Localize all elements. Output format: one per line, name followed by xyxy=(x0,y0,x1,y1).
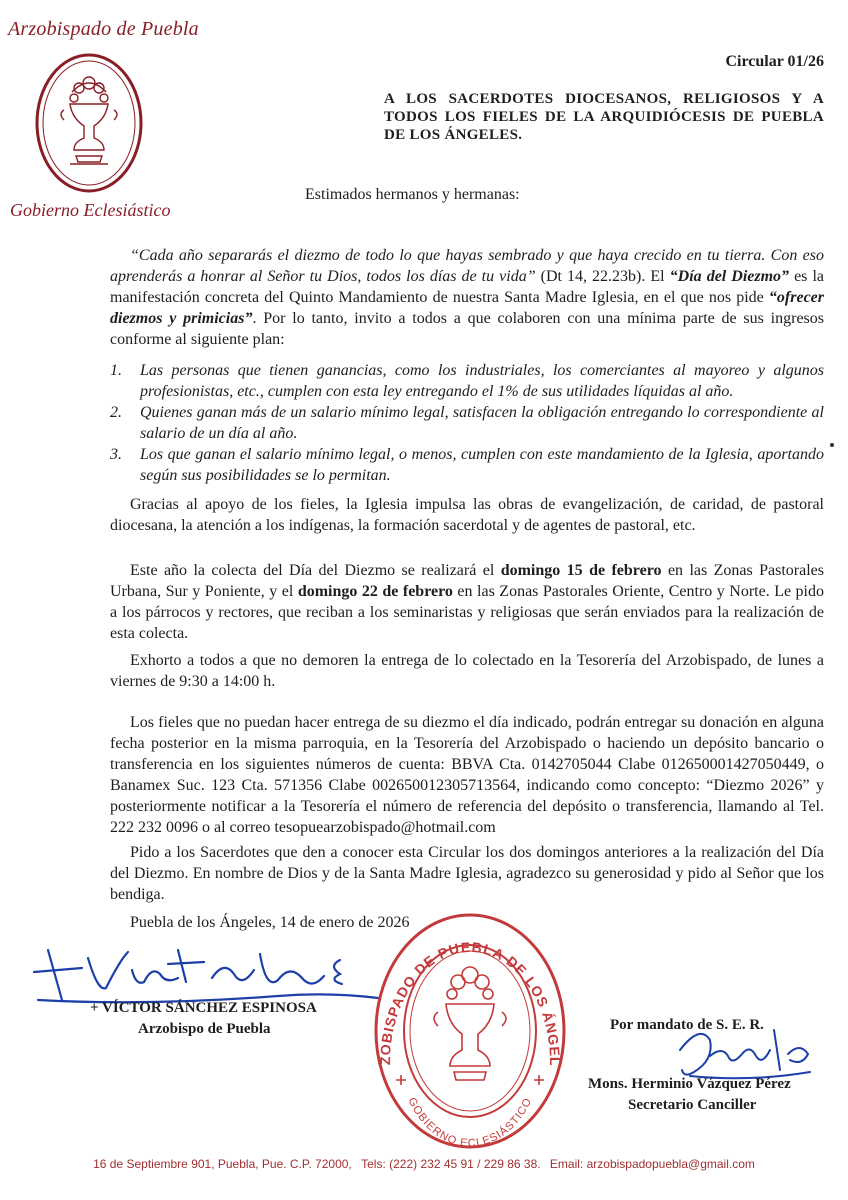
secretary-name: Mons. Herminio Vázquez Pérez xyxy=(588,1076,791,1092)
secretary-title: Secretario Canciller xyxy=(628,1097,757,1113)
list-item xyxy=(110,402,824,444)
dia-del-diezmo: “Día del Diezmo” xyxy=(669,268,790,285)
intro-quote: “Cada año separarás el diezmo de todo lo que hayas sembrado y que haya crecido en tu tierra. Con eso aprenderás a honrar al Señor tu Dios, todos los días de tu vida” xyxy=(110,247,824,285)
list-number: 1. xyxy=(110,362,122,379)
list-item xyxy=(110,444,824,486)
paragraph-gracias: Gracias al apoyo de los fieles, la Iglesia impulsa las obras de evangelización, de caridad, de pastoral diocesana, la atención a los indígenas, la formación sacerdotal y de agentes de pastoral, etc. xyxy=(110,496,824,534)
footer-phones: Tels: (222) 232 45 91 / 229 86 38. xyxy=(361,1157,541,1171)
greeting: Estimados hermanos y hermanas: xyxy=(305,186,520,203)
paragraph-pido: Pido a los Sacerdotes que den a conocer esta Circular los dos domingos anteriores a la realización del Día del Diezmo. En nombre de Dios y de la Santa Madre Iglesia, agradezco su generosidad y pido al Señor que los bendiga. xyxy=(110,844,824,903)
official-seal xyxy=(372,912,568,1150)
paragraph-exhorto: Exhorto a todos a que no demoren la entrega de lo colectado en la Tesorería del Arzobispado, de lunes a viernes de 9:30 a 14:00 h. xyxy=(110,652,824,690)
list-number: 3. xyxy=(110,446,122,463)
colecta-text-b: en las Zonas Pastorales Urbana, Sur y Poniente, y el xyxy=(110,562,825,600)
list-item xyxy=(110,360,824,402)
list-number: 2. xyxy=(110,404,122,421)
list-text: Los que ganan el salario mínimo legal, o menos, cumplen con este mandamiento de la Iglesia, aportando según sus posibilidades se lo permitan. xyxy=(140,446,824,484)
intro-paragraph xyxy=(110,245,824,350)
seal-emblem-icon xyxy=(372,912,568,1150)
circular-number: Circular 01/26 xyxy=(725,53,824,70)
paragraph-colecta xyxy=(110,560,824,644)
letterhead-brand-bottom: Gobierno Eclesiástico xyxy=(10,200,171,220)
intro-end: . Por lo tanto, invito a todos a que colaboren con una mínima parte de sus ingresos conforme al siguiente plan: xyxy=(110,310,824,348)
colecta-text-a: Este año la colecta del Día del Diezmo se realizará el xyxy=(130,562,501,579)
stray-dot xyxy=(830,443,834,447)
svg-text:GOBIERNO ECLESIÁSTICO xyxy=(405,1096,534,1150)
place-date: Puebla de los Ángeles, 14 de enero de 2026 xyxy=(130,914,410,931)
intro-reference: (Dt 14, 22.23b). El xyxy=(535,268,670,285)
plan-list xyxy=(110,360,824,486)
colecta-text-c: en las Zonas Pastorales Oriente, Centro y Norte. Le pido a los párrocos y rectores, que reciban a los seminaristas y religiosas que serán enviados para la realización de esta colecta. xyxy=(110,583,825,642)
intro-middle: es la manifestación concreta del Quinto Mandamiento de nuestra Santa Madre Iglesia, en el que nos pide xyxy=(110,268,824,306)
footer-email: Email: arzobispadopuebla@gmail.com xyxy=(549,1157,755,1171)
collection-date-1: domingo 15 de febrero xyxy=(500,562,662,579)
archbishop-title: Arzobispo de Puebla xyxy=(138,1021,271,1037)
svg-text:ARZOBISPADO DE PUEBLA DE LOS Á xyxy=(372,912,563,1067)
archdiocese-emblem-icon xyxy=(34,52,144,194)
addressee-heading: A LOS SACERDOTES DIOCESANOS, RELIGIOSOS Y A TODOS LOS FIELES DE LA ARQUIDIÓCESIS DE PUEBLA DE LOS ÁNGELES. xyxy=(384,91,824,143)
ofrecer-diezmos: “ofrecer diezmos y primicias” xyxy=(110,289,824,327)
collection-date-2: domingo 22 de febrero xyxy=(297,583,453,600)
seal-bottom-text: GOBIERNO ECLESIÁSTICO xyxy=(405,1095,535,1150)
list-text: Las personas que tienen ganancias, como los industriales, los comerciantes al mayoreo y algunos profesionistas, etc., cumplen con esta ley entregando el 1% de sus utilidades líquidas al año. xyxy=(140,362,824,400)
footer-contact xyxy=(0,1157,848,1171)
list-text: Quienes ganan más de un salario mínimo legal, satisfacen la obligación entregando lo correspondiente al salario de un día al año. xyxy=(140,404,824,442)
footer-address: 16 de Septiembre 901, Puebla, Pue. C.P. 72000, xyxy=(93,1157,352,1171)
mandate-line: Por mandato de S. E. R. xyxy=(610,1017,764,1033)
seal-ring-text: ZOBISPADO DE PUEBLA DE LOS ÁNGEL xyxy=(376,938,564,1067)
letterhead-brand-top: Arzobispado de Puebla xyxy=(8,18,199,40)
paragraph-fieles: Los fieles que no puedan hacer entrega de su diezmo el día indicado, podrán entregar su donación en alguna fecha posterior en la misma parroquia, en la Tesorería del Arzobispado o haciendo un depósito bancario o transferencia en los siguientes números de cuenta: BBVA Cta. 0142705044 Clabe 012650001427050449, o Banamex Suc. 123 Cta. 571356 Clabe 002650012305713564, indicando como concepto: “Diezmo 2026” y posteriormente notificar a la Tesorería el número de referencia del depósito o transferencia, llamando al Tel. 222 232 0096 o al correo tesopuearzobispado@hotmail.com xyxy=(110,714,824,836)
archbishop-name: + VÍCTOR SÁNCHEZ ESPINOSA xyxy=(90,1000,317,1016)
